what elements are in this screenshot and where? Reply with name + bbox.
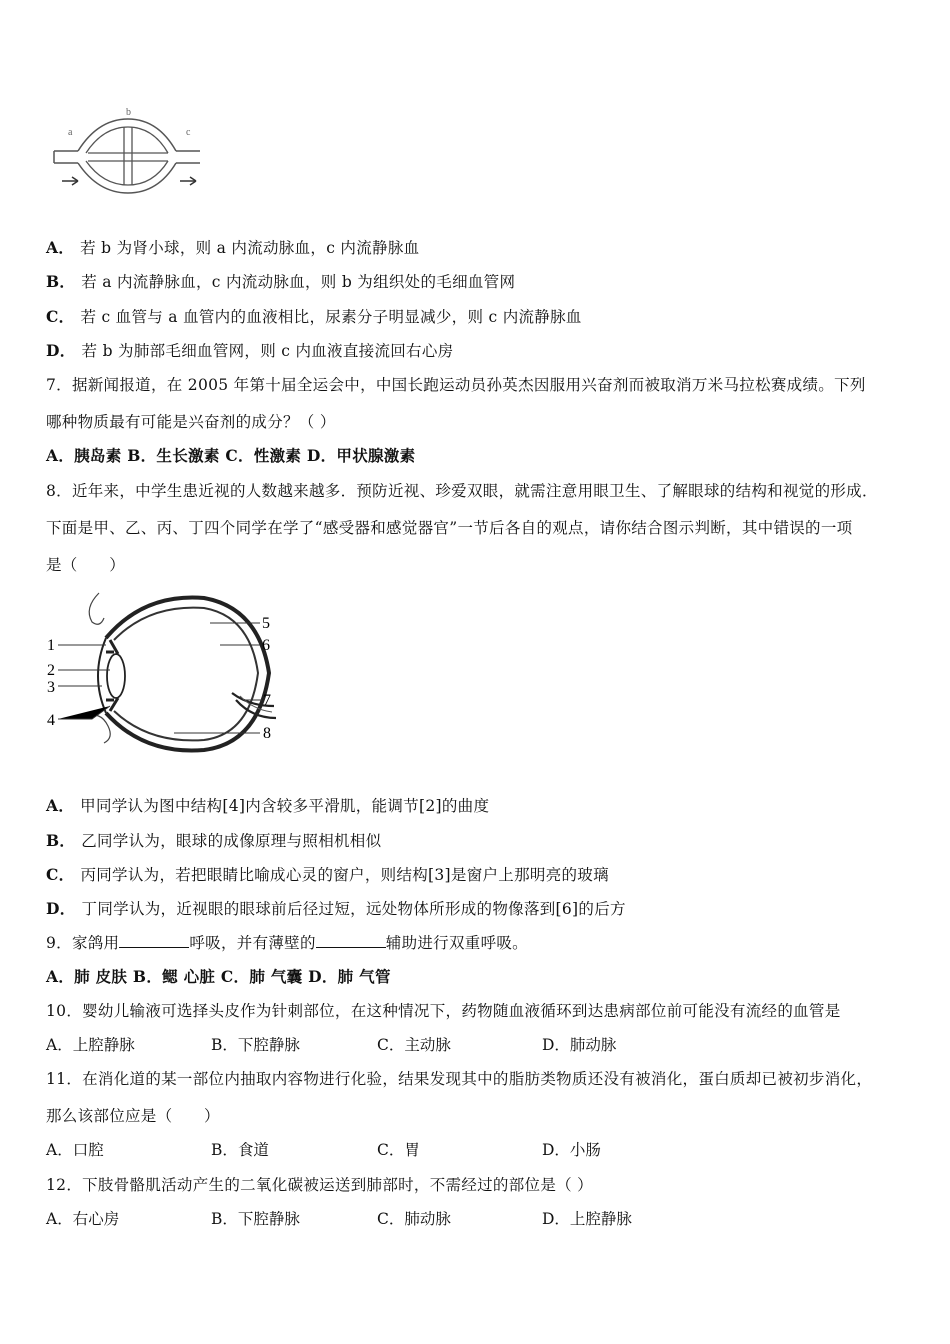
eye-label-2: 2 (47, 662, 55, 679)
eye-label-8: 8 (263, 725, 271, 742)
q12-stem: 12．下肢骨骼肌活动产生的二氧化碳被运送到肺部时，不需经过的部位是（ ） (46, 1176, 593, 1194)
label-c: c (186, 127, 191, 138)
q11-stem-line1: 11．在消化道的某一部位内抽取内容物进行化验，结果发现其中的脂肪类物质还没有被消化，蛋白质却已被初步消化， (46, 1070, 873, 1088)
option-text: 丁同学认为，近视眼的眼球前后径过短，远处物体所形成的物像落到[6]的后方 (81, 900, 626, 918)
option-text: 若 b 为肺部毛细血管网，则 c 内血液直接流回右心房 (81, 342, 454, 360)
q6-option-d[interactable] (46, 339, 453, 361)
option-text: 若 b 为肾小球，则 a 内流动脉血，c 内流静脉血 (80, 239, 420, 257)
q12-option-c[interactable]: C．肺动脉 (377, 1210, 451, 1228)
option-label: D． (46, 341, 76, 360)
q7-options[interactable]: A．胰岛素 B．生长激素 C．性激素 D．甲状腺激素 (46, 446, 416, 465)
q12-option-b[interactable]: B．下腔静脉 (211, 1210, 300, 1228)
option-label: B． (46, 831, 76, 850)
eye-label-7: 7 (263, 692, 271, 709)
q10-stem: 10．婴幼儿输液可选择头皮作为针刺部位，在这种情况下，药物随血液循环到达患病部位前可能没有流经的血管是 (46, 1002, 841, 1020)
q9-stem (46, 931, 528, 953)
q11-option-a[interactable]: A．口腔 (46, 1141, 104, 1159)
blood-vessel-diagram (48, 105, 208, 195)
q9-blank-1[interactable] (119, 933, 189, 948)
q9-middle: 呼吸，并有薄壁的 (189, 934, 316, 952)
q12-option-d[interactable]: D．上腔静脉 (542, 1210, 632, 1228)
q10-option-a[interactable]: A．上腔静脉 (46, 1036, 135, 1054)
option-text: 乙同学认为，眼球的成像原理与照相机相似 (81, 832, 382, 850)
q8-stem-line2: 下面是甲、乙、丙、丁四个同学在学了“感受器和感觉器官”一节后各自的观点，请你结合图示判断，其中错误的一项 (46, 519, 853, 537)
option-label: A． (46, 238, 75, 257)
eye-diagram (44, 588, 284, 763)
q8-stem-line3: 是（ ） (46, 556, 126, 574)
q9-options[interactable]: A．肺 皮肤 B．鳃 心脏 C．肺 气囊 D．肺 气管 (46, 967, 391, 986)
q9-suffix: 辅助进行双重呼吸。 (385, 934, 528, 952)
option-text: 甲同学认为图中结构[4]内含较多平滑肌，能调节[2]的曲度 (80, 797, 490, 815)
option-text: 若 a 内流静脉血，c 内流动脉血，则 b 为组织处的毛细血管网 (81, 273, 516, 291)
q11-option-c[interactable]: C．胃 (377, 1141, 420, 1159)
eye-label-6: 6 (262, 637, 270, 654)
q12-option-a[interactable]: A．右心房 (46, 1210, 120, 1228)
q8-stem-line1: 8．近年来，中学生患近视的人数越来越多．预防近视、珍爱双眼，就需注意用眼卫生、了解眼球的结构和视觉的形成． (46, 482, 878, 500)
q10-option-b[interactable]: B．下腔静脉 (211, 1036, 300, 1054)
q11-option-d[interactable]: D．小肠 (542, 1141, 601, 1159)
label-b: b (126, 107, 131, 118)
option-text: 若 c 血管与 a 血管内的血液相比，尿素分子明显减少，则 c 内流静脉血 (80, 308, 582, 326)
q7-stem-line2: 哪种物质最有可能是兴奋剂的成分？（ ） (46, 413, 336, 431)
q9-blank-2[interactable] (316, 933, 386, 948)
option-text: 丙同学认为，若把眼睛比喻成心灵的窗户，则结构[3]是窗户上那明亮的玻璃 (80, 866, 609, 884)
label-a: a (68, 127, 73, 138)
q10-option-d[interactable]: D．肺动脉 (542, 1036, 617, 1054)
eye-label-1: 1 (47, 637, 55, 654)
q6-option-c[interactable] (46, 305, 582, 327)
q10-option-c[interactable]: C．主动脉 (377, 1036, 451, 1054)
option-label: D． (46, 899, 76, 918)
q6-option-a[interactable] (46, 236, 419, 258)
q8-option-d[interactable] (46, 897, 626, 919)
option-label: A． (46, 796, 75, 815)
q11-stem-line2: 那么该部位应是（ ） (46, 1107, 220, 1125)
option-label: C． (46, 307, 75, 326)
q11-option-b[interactable]: B．食道 (211, 1141, 269, 1159)
eye-label-3: 3 (47, 679, 55, 696)
eye-label-5: 5 (262, 615, 270, 632)
option-label: B． (46, 272, 76, 291)
q8-option-c[interactable] (46, 863, 609, 885)
option-label: C． (46, 865, 75, 884)
q7-stem-line1: 7．据新闻报道，在 2005 年第十届全运会中，中国长跑运动员孙英杰因服用兴奋剂而被取消万米马拉松赛成绩。下列 (46, 376, 866, 394)
q8-option-b[interactable] (46, 829, 381, 851)
eye-label-4: 4 (47, 712, 55, 729)
q8-option-a[interactable] (46, 794, 489, 816)
q6-option-b[interactable] (46, 270, 515, 292)
q9-prefix: 9．家鸽用 (46, 934, 120, 952)
